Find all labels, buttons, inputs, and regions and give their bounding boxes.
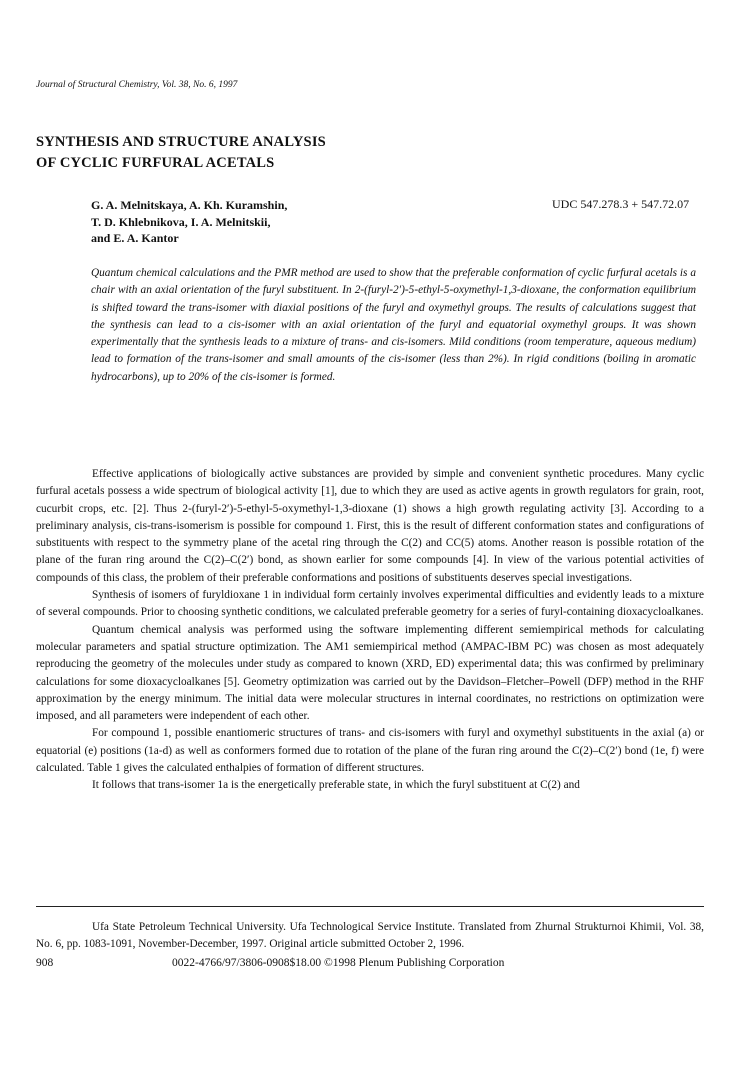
body-paragraph: It follows that trans-isomer 1a is the energetically preferable state, in which the furyl substituent at C(2) and [92, 779, 580, 792]
authors-line: and E. A. Kantor [91, 231, 179, 245]
body-paragraph: Synthesis of isomers of furyldioxane 1 in individual form certainly involves experimental difficulties and evidently leads to a mixture of several compounds. Prior to choosing synthetic conditions, we calculated preferable geometry for a series of furyl-containing dioxacycloalkanes. [36, 589, 704, 619]
authors-line: G. A. Melnitskaya, A. Kh. Kuramshin, [91, 198, 288, 212]
body-paragraph: Effective applications of biologically active substances are provided by simple and convenient synthetic procedures. Many cyclic furfural acetals possess a wide spectrum of biological activity [1], due to which they are used as active agents in growth regulators for grain, root, cucurbit crops, etc. [2]. Thus 2-(furyl-2′)-5-ethyl-5-oxymethyl-1,3-dioxane (1) shows a high growth regulating activity [3]. According to a preliminary analysis, cis-trans-isomerism is possible for compound 1. First, this is the result of different conformation states and configurations of substituents with respect to the symmetry plane of the acetal ring through the C(2) and CC(5) atoms. Another reason is possible rotation of the plane of the furan ring around the C(2)–C(2′) bond, as shown earlier for some compounds [4]. In view of the various potential activities of compounds of this class, the problem of their preferable conformations and positions of substituents deserves special investigations. [36, 468, 704, 584]
footnote: Ufa State Petroleum Technical University. Ufa Technological Service Institute. Translated from Zhurnal Strukturnoi Khimii, Vol. 38, No. 6, pp. 1083-1091, November-December, 1997. Original article submitted October 2, 1996. [36, 921, 704, 951]
title-line: OF CYCLIC FURFURAL ACETALS [36, 155, 275, 171]
journal-header: Journal of Structural Chemistry, Vol. 38, No. 6, 1997 [36, 80, 238, 90]
title-line: SYNTHESIS AND STRUCTURE ANALYSIS [36, 134, 326, 150]
abstract: Quantum chemical calculations and the PMR method are used to show that the preferable conformation of cyclic furfural acetals is a chair with an axial orientation of the furyl substituent. In 2-(furyl-2′)-5-ethyl-5-oxymethyl-1,3-dioxane, the conformation equilibrium is shifted toward the trans-isomer with diaxial positions of the furyl and oxymethyl groups. The results of calculations suggest that the synthesis can lead to a cis-isomer with an axial orientation of the furyl and equatorial oxymethyl groups. It was shown experimentally that the synthesis leads to a mixture of trans- and cis-isomers. Mild conditions (room temperature, aqueous medium) lead to formation of the trans-isomer and small amounts of the cis-isomer (less than 2%). In rigid conditions (boiling in aromatic hydrocarbons), up to 20% of the cis-isomer is formed. [91, 267, 696, 383]
body-paragraph: For compound 1, possible enantiomeric structures of trans- and cis-isomers with furyl and oxymethyl substituents in the axial (a) or equatorial (e) positions (1a-d) as well as conformers formed due to rotation of the plane of the furan ring around the C(2)–C(2′) bond (1e, f) were calculated. Table 1 gives the calculated enthalpies of formation of different structures. [36, 727, 704, 775]
article-body [36, 466, 704, 795]
copyright-line: 0022-4766/97/3806-0908$18.00 ©1998 Plenum Publishing Corporation [172, 957, 505, 969]
authors-line: T. D. Khlebnikova, I. A. Melnitskii, [91, 214, 271, 229]
article-title [36, 132, 636, 174]
authors [91, 197, 287, 247]
udc-code: UDC 547.278.3 + 547.72.07 [552, 197, 690, 211]
footnote-divider [36, 906, 704, 907]
page-number: 908 [36, 957, 54, 969]
body-paragraph: Quantum chemical analysis was performed using the software implementing different semiempirical methods for calculating molecular parameters and spatial structure optimization. The AM1 semiempirical method (AMPAC-IBM PC) was chosen as most adequately reproducing the geometry of the molecules under study as compared to known (XRD, ED) experimental data; this was confirmed by preliminary calculations for some dioxacycloalkanes [5]. Geometry optimization was carried out by the Davidson–Fletcher–Powell (DFP) method in the RHF approximation by the energy minimum. The initial data were molecular structures in internal coordinates, no restrictions on optimization were imposed, and all parameters were independent of each other. [36, 623, 704, 723]
